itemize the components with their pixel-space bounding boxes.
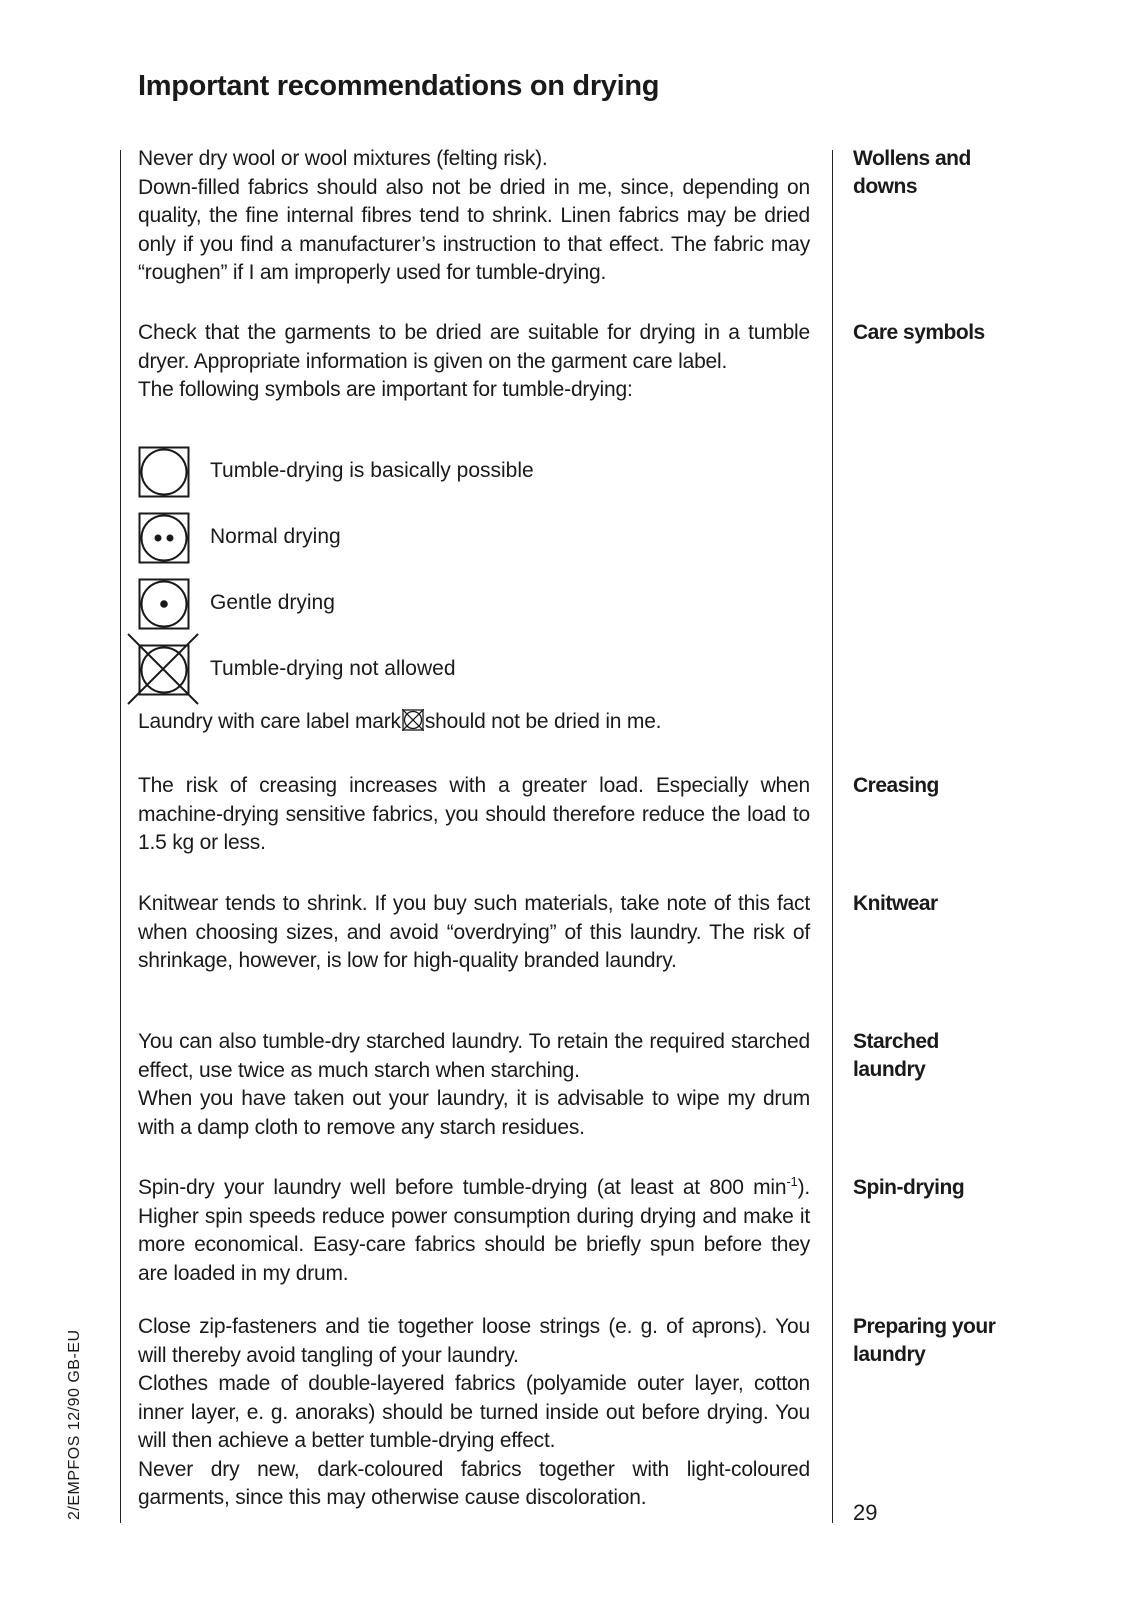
- starched-heading: Starched laundry: [853, 1030, 939, 1081]
- care-section: [138, 319, 810, 405]
- creasing-text: The risk of creasing increases with a greater load. Especially when machine-drying sensitive fabrics, you should therefore reduce the load to 1.5 kg or less.: [138, 774, 810, 854]
- wool-heading: Wollens and downs: [853, 147, 971, 198]
- starched-section: [138, 1028, 810, 1142]
- document-code: 2/EMPFOS 12/90 GB-EU: [66, 1329, 83, 1520]
- tumble-dry-not-allowed-icon: [138, 644, 190, 696]
- spin-heading: Spin-drying: [853, 1176, 965, 1199]
- left-rule: [120, 150, 121, 1523]
- symbol-row-normal: [138, 512, 341, 564]
- preparing-line-3: Never dry new, dark-coloured fabrics together with light-coloured garments, since this may otherwise cause discoloration.: [138, 1457, 810, 1509]
- starched-line-2: When you have taken out your laundry, it is advisable to wipe my drum with a damp cloth to remove any starch residues.: [138, 1087, 810, 1139]
- spin-superscript: -1: [786, 1174, 798, 1189]
- symbol-label-tumble: Tumble-drying is basically possible: [210, 459, 534, 482]
- care-note-after: should not be dried in me.: [424, 710, 662, 733]
- wool-line-2: Down-filled fabrics should also not be dried in me, since, depending on quality, the fine internal fibres tend to shrink. Linen fabrics may be dried only if you find a manufacturer’s instruction to that effect. The fabric may “roughen” if I am improperly used for tumble-drying.: [138, 175, 810, 284]
- symbol-label-gentle: Gentle drying: [210, 591, 335, 614]
- care-heading: Care symbols: [853, 321, 985, 344]
- symbol-label-not-allowed: Tumble-drying not allowed: [210, 657, 456, 680]
- spin-text: [138, 1174, 810, 1288]
- knitwear-text: Knitwear tends to shrink. If you buy such materials, take note of this fact when choosing sizes, and avoid “overdrying” of this laundry. The risk of shrinkage, however, is low for high-quality branded laundry.: [138, 892, 810, 972]
- tumble-dry-not-allowed-inline-icon: [402, 709, 424, 731]
- care-symbols-intro: The following symbols are important for tumble-drying:: [138, 378, 633, 401]
- knitwear-heading: Knitwear: [853, 892, 938, 915]
- spin-text-before: Spin-dry your laundry well before tumble-drying (at least at 800 min: [138, 1176, 787, 1199]
- wool-section: [138, 145, 810, 288]
- care-note: [138, 708, 810, 737]
- care-intro: Check that the garments to be dried are suitable for drying in a tumble dryer. Appropriate information is given on the garment care label.: [138, 321, 810, 373]
- preparing-section: [138, 1313, 810, 1513]
- preparing-line-2: Clothes made of double-layered fabrics (polyamide outer layer, cotton inner layer, e. g. anoraks) should be turned inside out before drying. You will then achieve a better tumble-drying effect.: [138, 1372, 810, 1452]
- starched-line-1: You can also tumble-dry starched laundry. To retain the required starched effect, use twice as much starch when starching.: [138, 1030, 810, 1082]
- symbol-row-not-allowed: [138, 644, 456, 696]
- wool-line-1: Never dry wool or wool mixtures (felting risk).: [138, 147, 548, 170]
- preparing-line-1: Close zip-fasteners and tie together loose strings (e. g. of aprons). You will thereby avoid tangling of your laundry.: [138, 1315, 810, 1367]
- tumble-dry-gentle-icon: [138, 578, 190, 630]
- page-number: 29: [853, 1500, 878, 1525]
- symbol-row-gentle: [138, 578, 335, 630]
- tumble-dry-icon: [138, 446, 190, 498]
- spin-text-after: ). Higher spin speeds reduce power consumption during drying and make it more economical. Easy-care fabrics should be briefly spun before they are loaded in my drum.: [138, 1176, 810, 1285]
- symbol-label-normal: Normal drying: [210, 525, 341, 548]
- creasing-heading: Creasing: [853, 774, 939, 797]
- care-note-before: Laundry with care label mark: [138, 710, 401, 733]
- preparing-heading: Preparing your laundry: [853, 1315, 996, 1366]
- page-title: Important recommendations on drying: [138, 70, 660, 102]
- tumble-dry-normal-icon: [138, 512, 190, 564]
- symbol-row-tumble: [138, 446, 534, 498]
- right-rule: [832, 150, 833, 1523]
